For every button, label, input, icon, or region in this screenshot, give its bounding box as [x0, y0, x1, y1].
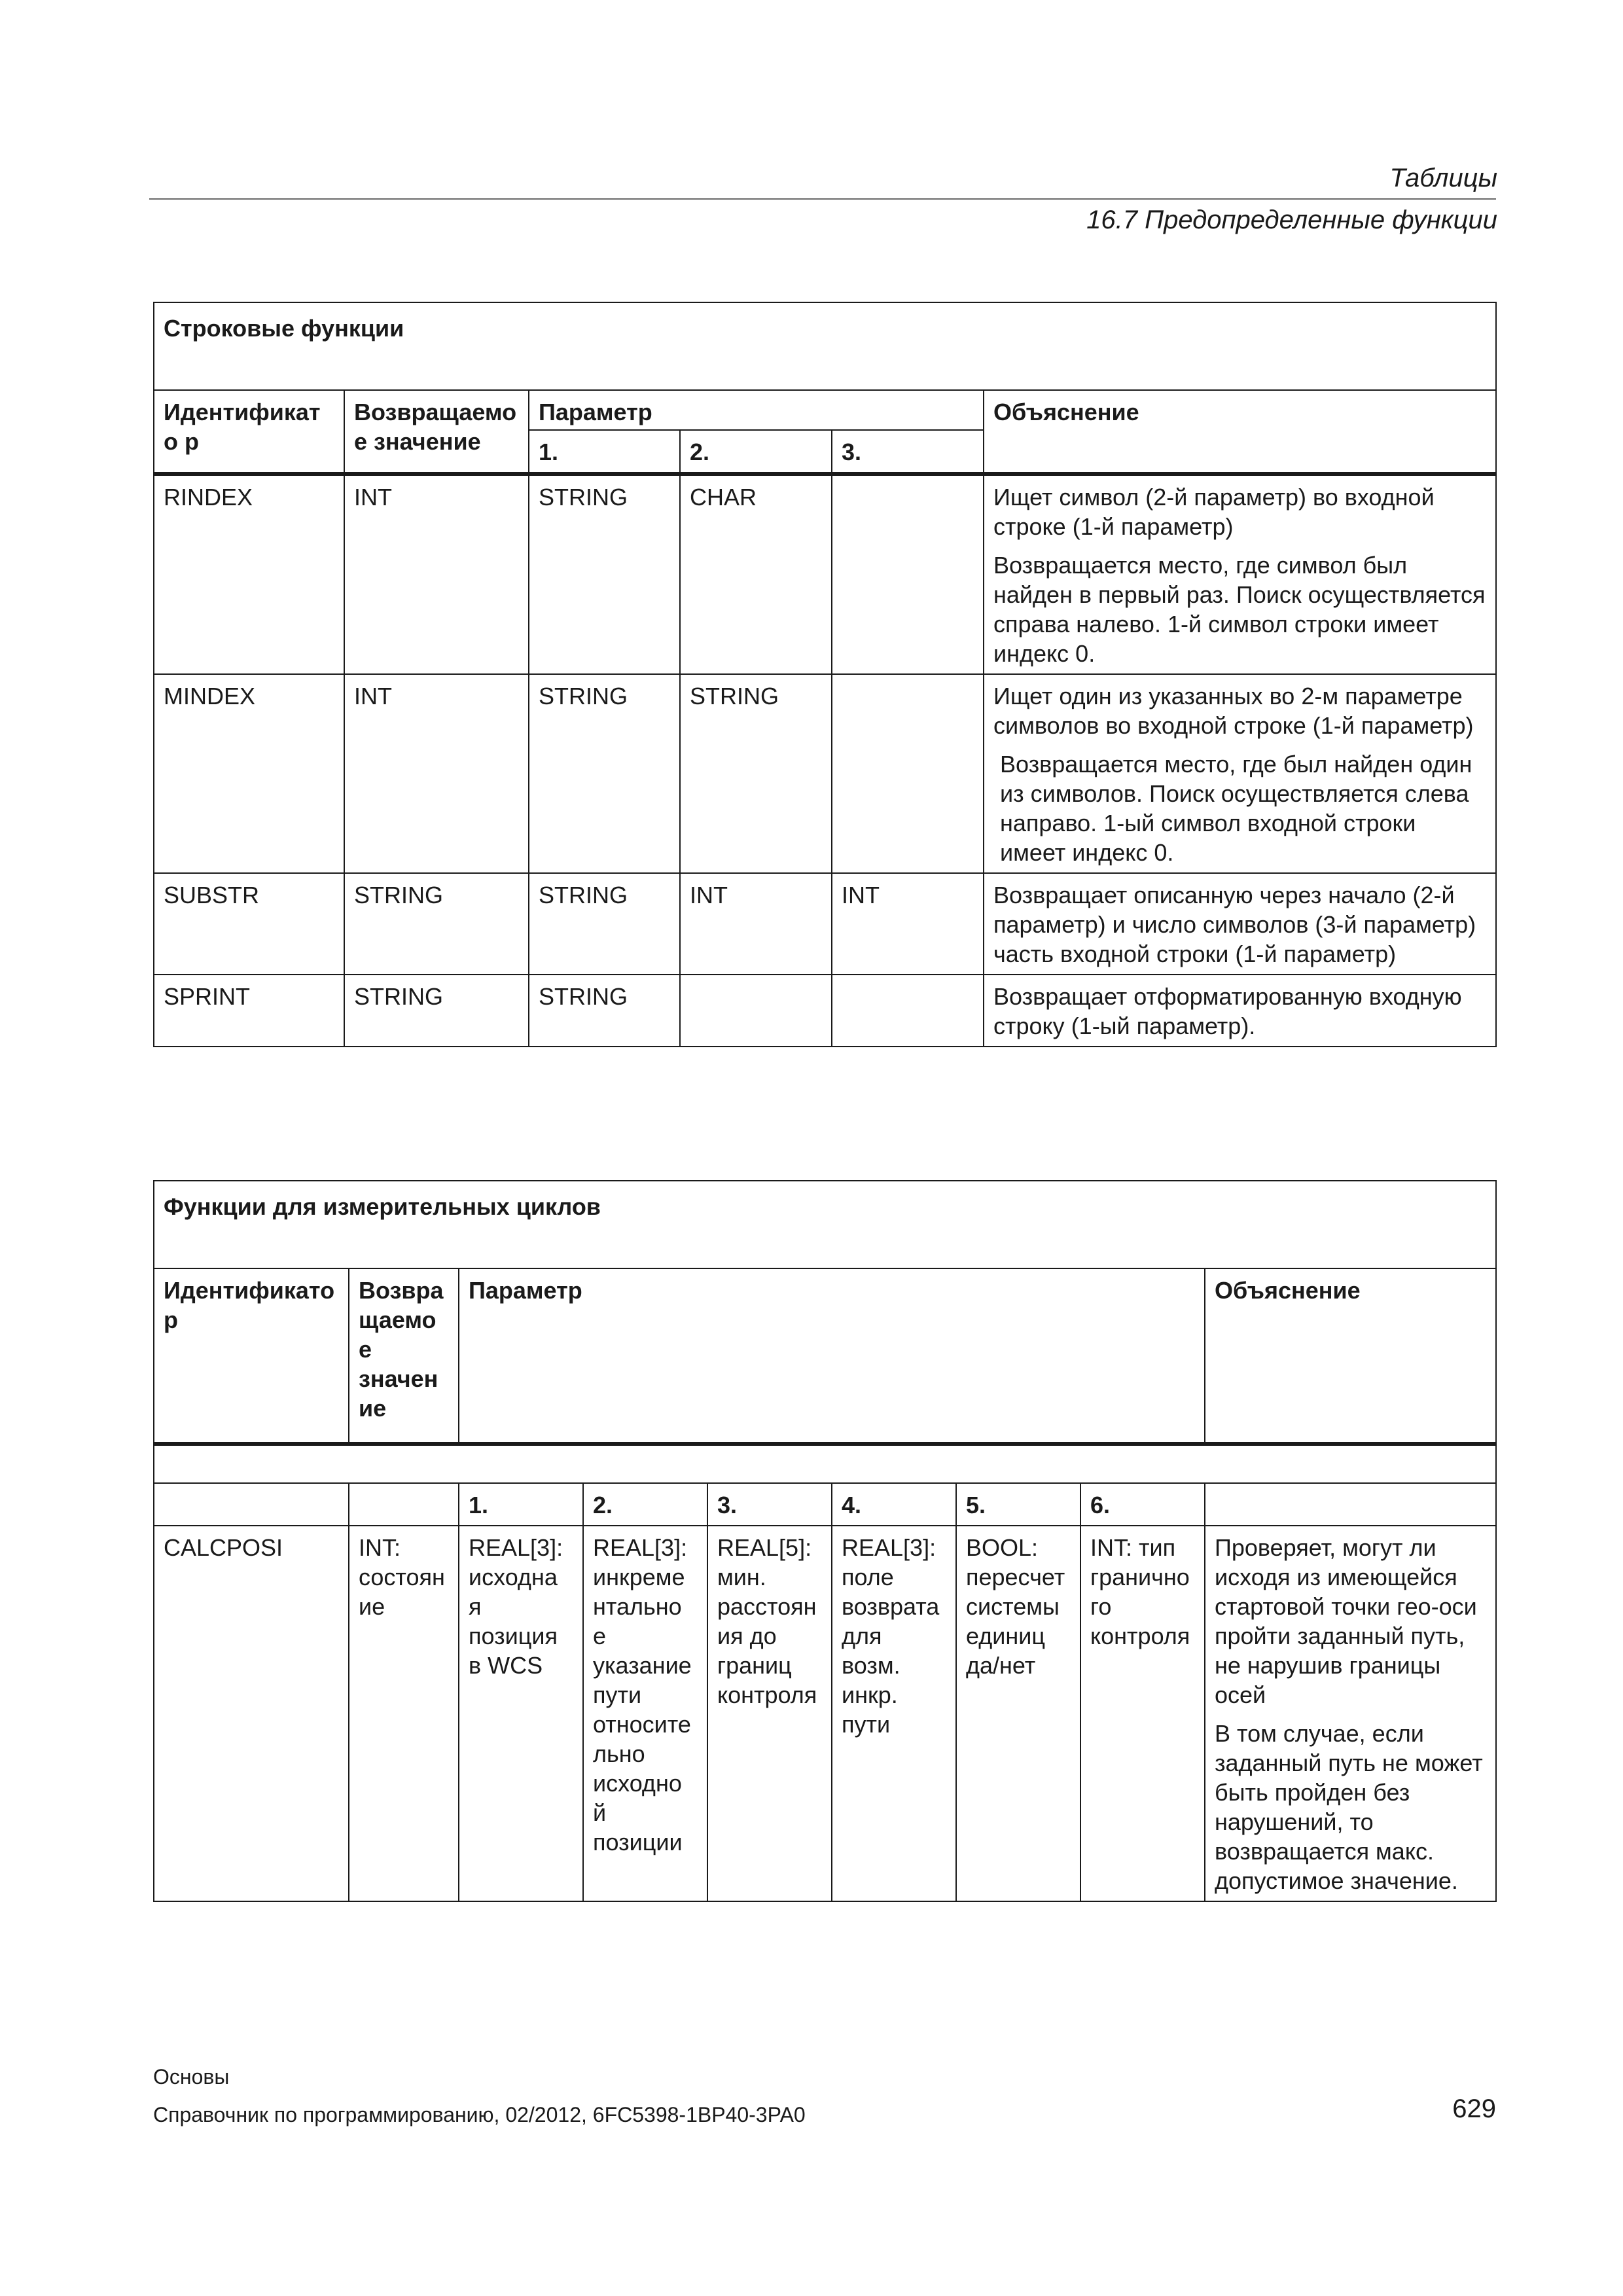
cell-param-2: INT — [680, 873, 832, 975]
cell-explanation — [984, 873, 1496, 975]
cell-param-1: STRING — [529, 873, 680, 975]
header-rule — [149, 198, 1496, 200]
cell-identifier: RINDEX — [154, 474, 344, 674]
cell-return: STRING — [344, 873, 529, 975]
cell-identifier: MINDEX — [154, 674, 344, 873]
table-row — [154, 674, 1496, 873]
explanation-paragraph: Возвращает отформатированную входную строку (1-ый параметр). — [993, 983, 1462, 1039]
param-num-1: 1. — [459, 1483, 583, 1526]
footer-document-info: Справочник по программированию, 02/2012, 6FC5398-1BP40-3PA0 — [153, 2103, 806, 2126]
table-caption: Функции для измерительных циклов — [154, 1181, 1496, 1268]
param-num-2: 2. — [583, 1483, 707, 1526]
cell-explanation — [984, 474, 1496, 674]
cell-param-3 — [832, 674, 984, 873]
cell-param-2: CHAR — [680, 474, 832, 674]
running-header-section: Таблицы — [1389, 164, 1497, 192]
col-header-identifier: Идентификато р — [154, 1268, 349, 1444]
cell-param-1: STRING — [529, 975, 680, 1047]
cell-param-1: STRING — [529, 674, 680, 873]
explanation-paragraph: Возвращает описанную через начало (2-й параметр) и число символов (3-й параметр) часть входной строки (1-й параметр) — [993, 882, 1476, 967]
param-num-3: 3. — [832, 430, 984, 474]
param-num-6: 6. — [1080, 1483, 1205, 1526]
empty-cell — [349, 1483, 459, 1526]
cell-param-3: REAL[5]: мин. расстоян ия до границ контроля — [707, 1526, 832, 1901]
col-header-return: Возвра щаемо е значен ие — [349, 1268, 459, 1444]
param-num-4: 4. — [832, 1483, 956, 1526]
table-row — [154, 1526, 1496, 1901]
table-caption: Строковые функции — [154, 302, 1496, 390]
param-num-2: 2. — [680, 430, 832, 474]
cell-return: INT: состоян ие — [349, 1526, 459, 1901]
col-header-return: Возвращаемо е значение — [344, 390, 529, 474]
empty-cell — [154, 1483, 349, 1526]
cell-identifier: CALCPOSI — [154, 1526, 349, 1901]
cell-param-2 — [680, 975, 832, 1047]
explanation-paragraph: Ищет один из указанных во 2-м параметре символов во входной строке (1-й параметр) — [993, 683, 1474, 739]
cell-explanation — [984, 674, 1496, 873]
param-num-5: 5. — [956, 1483, 1080, 1526]
cell-identifier: SUBSTR — [154, 873, 344, 975]
explanation-paragraph: Возвращается место, где символ был найден в первый раз. Поиск осуществляется справа налево. 1-й символ строки имеет индекс 0. — [993, 552, 1486, 667]
cell-param-6: INT: тип гранично го контроля — [1080, 1526, 1205, 1901]
table-row — [154, 975, 1496, 1047]
empty-cell — [1205, 1483, 1496, 1526]
cell-param-2: STRING — [680, 674, 832, 873]
col-header-identifier: Идентификато р — [154, 390, 344, 474]
cell-param-3 — [832, 975, 984, 1047]
explanation-paragraph: Ищет символ (2-й параметр) во входной строке (1-й параметр) — [993, 484, 1435, 540]
cell-return: INT — [344, 474, 529, 674]
cell-explanation — [984, 975, 1496, 1047]
cell-param-5: BOOL: пересчет системы единиц да/нет — [956, 1526, 1080, 1901]
cell-return: INT — [344, 674, 529, 873]
explanation-paragraph: Возвращается место, где был найден один из символов. Поиск осуществляется слева направо. 1-ый символ входной строки имеет индекс 0. — [1000, 751, 1472, 866]
cell-explanation — [1205, 1526, 1496, 1901]
table-row — [154, 873, 1496, 975]
page-number: 629 — [1452, 2094, 1496, 2123]
col-header-explanation: Объяснение — [984, 390, 1496, 474]
col-header-explanation: Объяснение — [1205, 1268, 1496, 1444]
cell-param-3: INT — [832, 873, 984, 975]
header-separator-row — [154, 1444, 1496, 1483]
measuring-cycle-functions-table — [153, 1180, 1497, 1902]
param-num-1: 1. — [529, 430, 680, 474]
string-functions-table — [153, 302, 1497, 1047]
cell-param-1: REAL[3]: исходна я позиция в WCS — [459, 1526, 583, 1901]
explanation-paragraph: Проверяет, могут ли исходя из имеющейся стартовой точки гео-оси пройти заданный путь, не нарушив границы осей — [1215, 1534, 1477, 1708]
explanation-paragraph: В том случае, если заданный путь не может быть пройден без нарушений, то возвращается макс. допустимое значение. — [1215, 1720, 1483, 1894]
cell-param-2: REAL[3]: инкреме нтально е указание пути относите льно исходно й позиции — [583, 1526, 707, 1901]
cell-param-3 — [832, 474, 984, 674]
param-num-3: 3. — [707, 1483, 832, 1526]
footer-title: Основы — [153, 2065, 230, 2089]
cell-identifier: SPRINT — [154, 975, 344, 1047]
col-header-parameter: Параметр — [459, 1268, 1205, 1444]
running-header-subsection: 16.7 Предопределенные функции — [1086, 206, 1497, 234]
cell-return: STRING — [344, 975, 529, 1047]
table-row — [154, 474, 1496, 674]
cell-param-1: STRING — [529, 474, 680, 674]
cell-param-4: REAL[3]: поле возврата для возм. инкр. пути — [832, 1526, 956, 1901]
col-header-parameter: Параметр — [529, 390, 984, 430]
